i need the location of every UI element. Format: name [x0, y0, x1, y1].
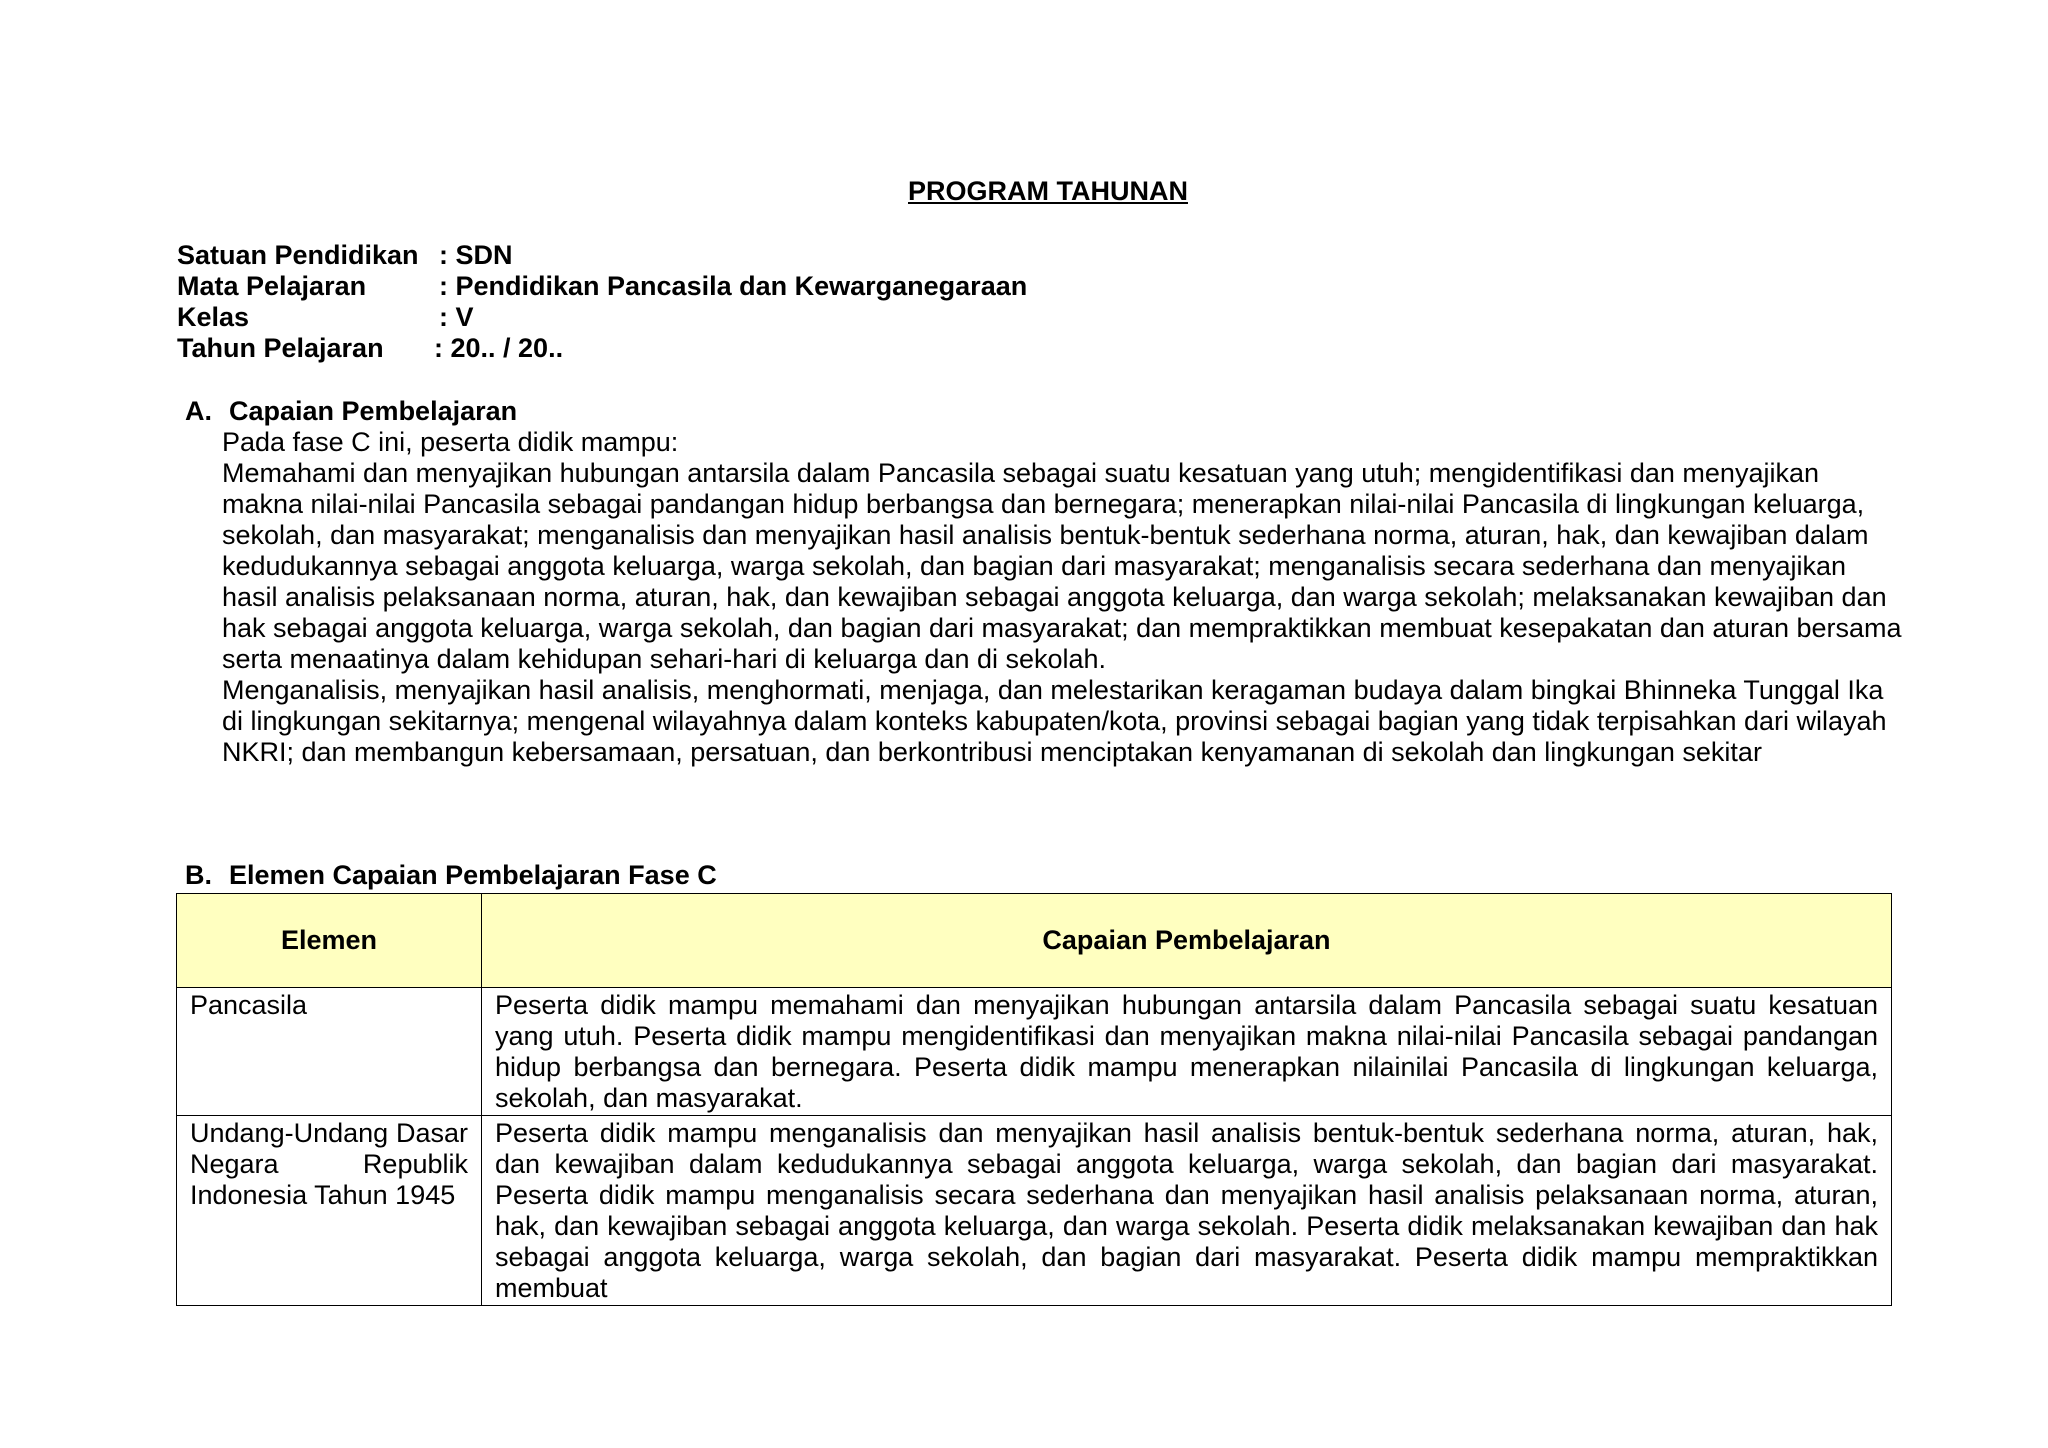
document-info: [177, 240, 1027, 364]
section-a-body: [222, 427, 1902, 768]
column-header-capaian: Capaian Pembelajaran: [482, 894, 1892, 988]
cell-elemen: Undang-Undang Dasar Negara Republik Indonesia Tahun 1945: [177, 1116, 482, 1306]
section-a-title: Capaian Pembelajaran: [229, 396, 518, 426]
cell-capaian: Peserta didik mampu memahami dan menyajikan hubungan antarsila dalam Pancasila sebagai suatu kesatuan yang utuh. Peserta didik mampu mengidentifikasi dan menyajikan makna nilai-nilai Pancasila sebagai pandangan hidup berbangsa dan bernegara. Peserta didik mampu menerapkan nilainilai Pancasila di lingkungan keluarga, sekolah, dan masyarakat.: [482, 988, 1892, 1116]
section-capaian-pembelajaran: [185, 395, 1902, 768]
section-a-letter: A.: [185, 396, 212, 426]
section-a-paragraph-2: Menganalisis, menyajikan hasil analisis, menghormati, menjaga, dan melestarikan keragaman budaya dalam bingkai Bhinneka Tunggal Ika di lingkungan sekitarnya; mengenal wilayahnya dalam konteks kabupaten/kota, provinsi sebagai bagian yang tidak terpisahkan dari wilayah NKRI; dan membangun kebersamaan, persatuan, dan berkontribusi menciptakan kenyamanan di sekolah dan lingkungan sekitar: [222, 675, 1887, 767]
info-value: : Pendidikan Pancasila dan Kewarganegaraan: [439, 271, 1028, 301]
table-row: [177, 988, 1892, 1116]
info-row-mata-pelajaran: [177, 271, 1027, 302]
info-value: : 20.. / 20..: [434, 333, 564, 363]
table-row: [177, 1116, 1892, 1306]
cell-capaian: Peserta didik mampu menganalisis dan menyajikan hasil analisis bentuk-bentuk sederhana norma, aturan, hak, dan kewajiban dalam kedudukannya sebagai anggota keluarga, warga sekolah, dan bagian dari masyarakat. Peserta didik mampu menganalisis secara sederhana dan menyajikan hasil analisis pelaksanaan norma, aturan, hak, dan kewajiban sebagai anggota keluarga, dan warga sekolah. Peserta didik melaksanakan kewajiban dan hak sebagai anggota keluarga, warga sekolah, dan bagian dari masyarakat. Peserta didik mampu mempraktikkan membuat: [482, 1116, 1892, 1306]
info-value: : SDN: [439, 240, 513, 270]
info-value: : V: [439, 302, 474, 332]
info-row-satuan-pendidikan: [177, 240, 1027, 271]
section-b-letter: B.: [185, 860, 212, 890]
info-label: Tahun Pelajaran: [177, 333, 384, 363]
info-row-kelas: [177, 302, 1027, 333]
section-a-intro: Pada fase C ini, peserta didik mampu:: [222, 427, 679, 457]
section-a-heading: [185, 395, 1885, 427]
info-label: Satuan Pendidikan: [177, 240, 419, 270]
section-b-heading: [185, 859, 1885, 891]
section-a-paragraph-1: Memahami dan menyajikan hubungan antarsila dalam Pancasila sebagai suatu kesatuan yang utuh; mengidentifikasi dan menyajikan makna nilai-nilai Pancasila sebagai pandangan hidup berbangsa dan bernegara; menerapkan nilai-nilai Pancasila di lingkungan keluarga, sekolah, dan masyarakat; menganalisis dan menyajikan hasil analisis bentuk-bentuk sederhana norma, aturan, hak, dan kewajiban dalam kedudukannya sebagai anggota keluarga, warga sekolah, dan bagian dari masyarakat; menganalisis secara sederhana dan menyajikan hasil analisis pelaksanaan norma, aturan, hak, dan kewajiban sebagai anggota keluarga, dan warga sekolah; melaksanakan kewajiban dan hak sebagai anggota keluarga, warga sekolah, dan bagian dari masyarakat; dan mempraktikkan membuat kesepakatan dan aturan bersama serta menaatinya dalam kehidupan sehari-hari di keluarga dan di sekolah.: [222, 458, 1902, 674]
table-header-row: [177, 894, 1892, 988]
page-title: PROGRAM TAHUNAN: [908, 176, 1188, 206]
info-row-tahun-pelajaran: [177, 333, 1027, 364]
section-elemen: [185, 859, 1885, 891]
elemen-table: [176, 893, 1892, 1306]
info-label: Kelas: [177, 302, 250, 332]
info-label: Mata Pelajaran: [177, 271, 367, 301]
section-b-title: Elemen Capaian Pembelajaran Fase C: [229, 860, 717, 890]
cell-elemen: Pancasila: [177, 988, 482, 1116]
column-header-elemen: Elemen: [177, 894, 482, 988]
